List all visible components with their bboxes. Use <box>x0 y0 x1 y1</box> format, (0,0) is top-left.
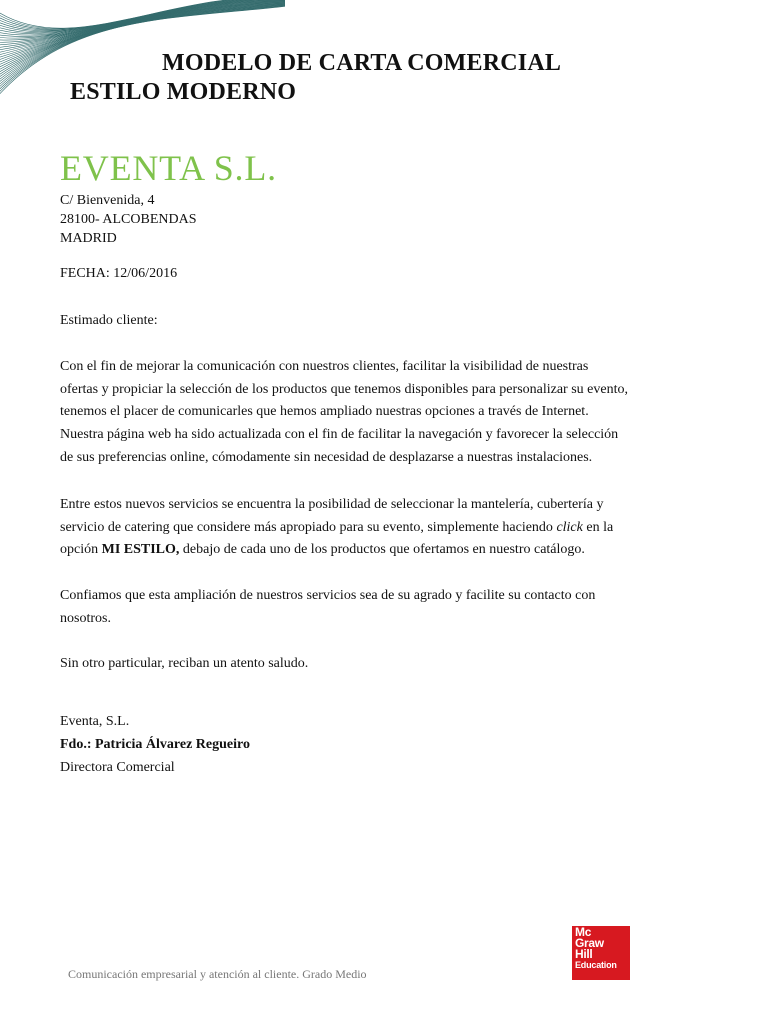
address-line: 28100- ALCOBENDAS <box>60 212 197 227</box>
paragraph-line <box>60 539 660 562</box>
body-paragraph-2 <box>60 494 660 562</box>
paragraph-line: ofertas y propiciar la selección de los productos que tenemos disponibles para personalizar su evento, <box>60 381 628 397</box>
logo-text: Hill <box>575 947 593 961</box>
signature-company: Eventa, S.L. <box>60 714 130 729</box>
address-line: MADRID <box>60 231 117 246</box>
paragraph-line: de sus preferencias online, cómodamente sin necesidad de desplazarse a nuestras instalaciones. <box>60 449 593 465</box>
body-paragraph-3 <box>60 585 660 630</box>
logo-text: Graw <box>575 936 604 950</box>
paragraph-line: Nuestra página web ha sido actualizada con el fin de facilitar la navegación y favorecer la selección <box>60 427 619 443</box>
text-segment: en la <box>582 519 614 535</box>
paragraph-line: Confiamos que esta ampliación de nuestros servicios sea de su agrado y facilite su contacto con <box>60 588 596 603</box>
closing-line: Sin otro particular, reciban un atento saludo. <box>60 656 309 671</box>
text-segment: opción <box>60 542 102 558</box>
company-name: EVENTA S.L. <box>60 148 277 188</box>
logo-text: Mc <box>575 925 592 939</box>
signature-name: Fdo.: Patricia Álvarez Regueiro <box>60 737 250 752</box>
signature-role: Directora Comercial <box>60 760 175 775</box>
mi-estilo-emphasis: MI ESTILO, <box>101 542 180 558</box>
logo-text: Education <box>575 960 617 970</box>
paragraph-line <box>60 517 660 540</box>
text-segment: debajo de cada uno de los productos que ofertamos en nuestro catálogo. <box>179 542 585 558</box>
page-subtitle: ESTILO MODERNO <box>70 79 297 105</box>
body-paragraph-1 <box>60 356 660 470</box>
address-line: C/ Bienvenida, 4 <box>60 193 155 208</box>
footer-text: Comunicación empresarial y atención al cliente. Grado Medio <box>68 967 367 981</box>
sender-address <box>60 191 197 248</box>
text-segment: servicio de catering que considere más apropiado para su evento, simplemente haciendo <box>60 519 557 535</box>
page-title: MODELO DE CARTA COMERCIAL <box>162 50 562 76</box>
signature-block <box>60 710 250 779</box>
letter-date: FECHA: 12/06/2016 <box>60 266 178 281</box>
paragraph-line: Entre estos nuevos servicios se encuentra la posibilidad de seleccionar la mantelería, cubertería y <box>60 497 604 512</box>
paragraph-line: tenemos el placer de comunicarles que hemos ampliado nuestras opciones a través de Internet. <box>60 404 589 420</box>
publisher-logo <box>572 926 630 980</box>
paragraph-line: Con el fin de mejorar la comunicación con nuestros clientes, facilitar la visibilidad de nuestras <box>60 359 589 374</box>
letter-greeting: Estimado cliente: <box>60 313 158 328</box>
click-emphasis: click <box>556 519 583 535</box>
paragraph-line: nosotros. <box>60 610 111 626</box>
